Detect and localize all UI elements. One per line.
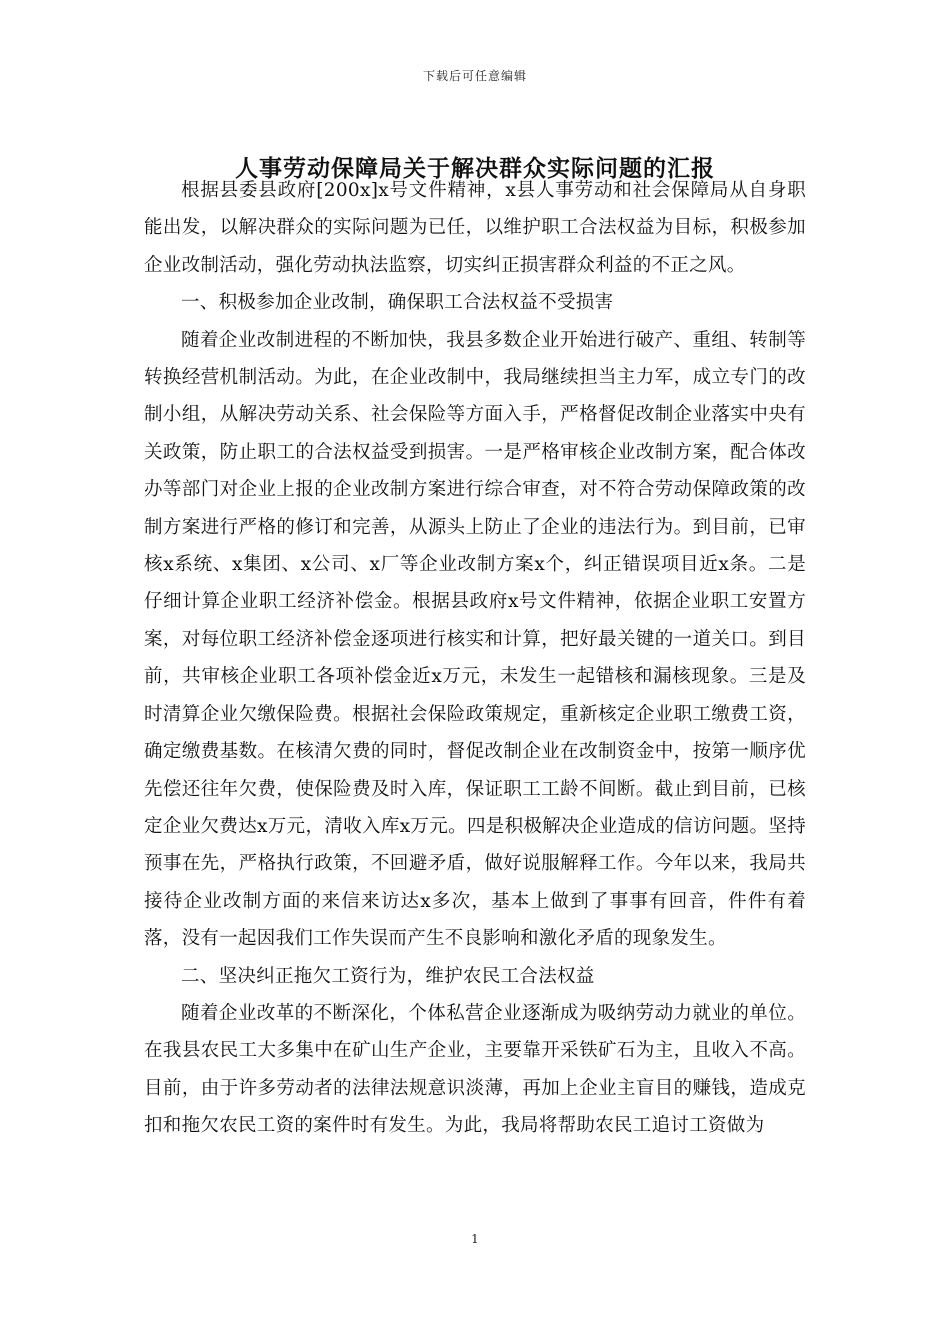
section-heading-2: 二、坚决纠正拖欠工资行为，维护农民工合法权益: [181, 965, 595, 987]
document-title: 人事劳动保障局关于解决群众实际问题的汇报: [235, 155, 715, 182]
section-heading-1: 一、积极参加企业改制，确保职工合法权益不受损害: [181, 292, 614, 314]
header-note: 下载后可任意编辑: [422, 69, 527, 83]
section-2-body: 随着企业改革的不断深化，个体私营企业逐渐成为吸纳劳动力就业的单位。在我县农民工大多集中在矿山生产企业，主要靠开采铁矿石为主，且收入不高。目前，由于许多劳动者的法律法规意识淡薄，再加上企业主盲目的赚钱，造成克扣和拖欠农民工资的案件时有发生。为此，我局将帮助农民工追讨工资做为: [144, 1002, 806, 1137]
page-number: 1: [471, 1232, 479, 1246]
section-1-body: 随着企业改制进程的不断加快，我县多数企业开始进行破产、重组、转制等转换经营机制活动。为此，在企业改制中，我局继续担当主力军，成立专门的改制小组，从解决劳动关系、社会保险等方面入手，严格督促改制企业落实中央有关政策，防止职工的合法权益受到损害。一是严格审核企业改制方案，配合体改办等部门对企业上报的企业改制方案进行综合审查，对不符合劳动保障政策的改制方案进行严格的修订和完善，从源头上防止了企业的违法行为。到目前，已审核x系统、x集团、x公司、x厂等企业改制方案x个，纠正错误项目近x条。二是仔细计算企业职工经济补偿金。根据县政府x号文件精神，依据企业职工安置方案，对每位职工经济补偿金逐项进行核实和计算，把好最关键的一道关口。到目前，共审核企业职工各项补偿金近x万元，未发生一起错核和漏核现象。三是及时清算企业欠缴保险费。根据社会保险政策规定，重新核定企业职工缴费工资，确定缴费基数。在核清欠费的同时，督促改制企业在改制资金中，按第一顺序优先偿还往年欠费，使保险费及时入库，保证职工工龄不间断。截止到目前，已核定企业欠费达x万元，清收入库x万元。四是积极解决企业造成的信访问题。坚持预事在先，严格执行政策，不回避矛盾，做好说服解释工作。今年以来，我局共接待企业改制方面的来信来访达x多次，基本上做到了事事有回音，件件有着落，没有一起因我们工作失误而产生不良影响和激化矛盾的现象发生。: [144, 329, 806, 950]
document-body: [144, 172, 806, 1145]
intro-paragraph: 根据县委县政府[200x]x号文件精神，x县人事劳动和社会保障局从自身职能出发，以解决群众的实际问题为已任，以维护职工合法权益为目标，积极参加企业改制活动，强化劳动执法监察，切实纠正损害群众利益的不正之风。: [144, 180, 806, 276]
